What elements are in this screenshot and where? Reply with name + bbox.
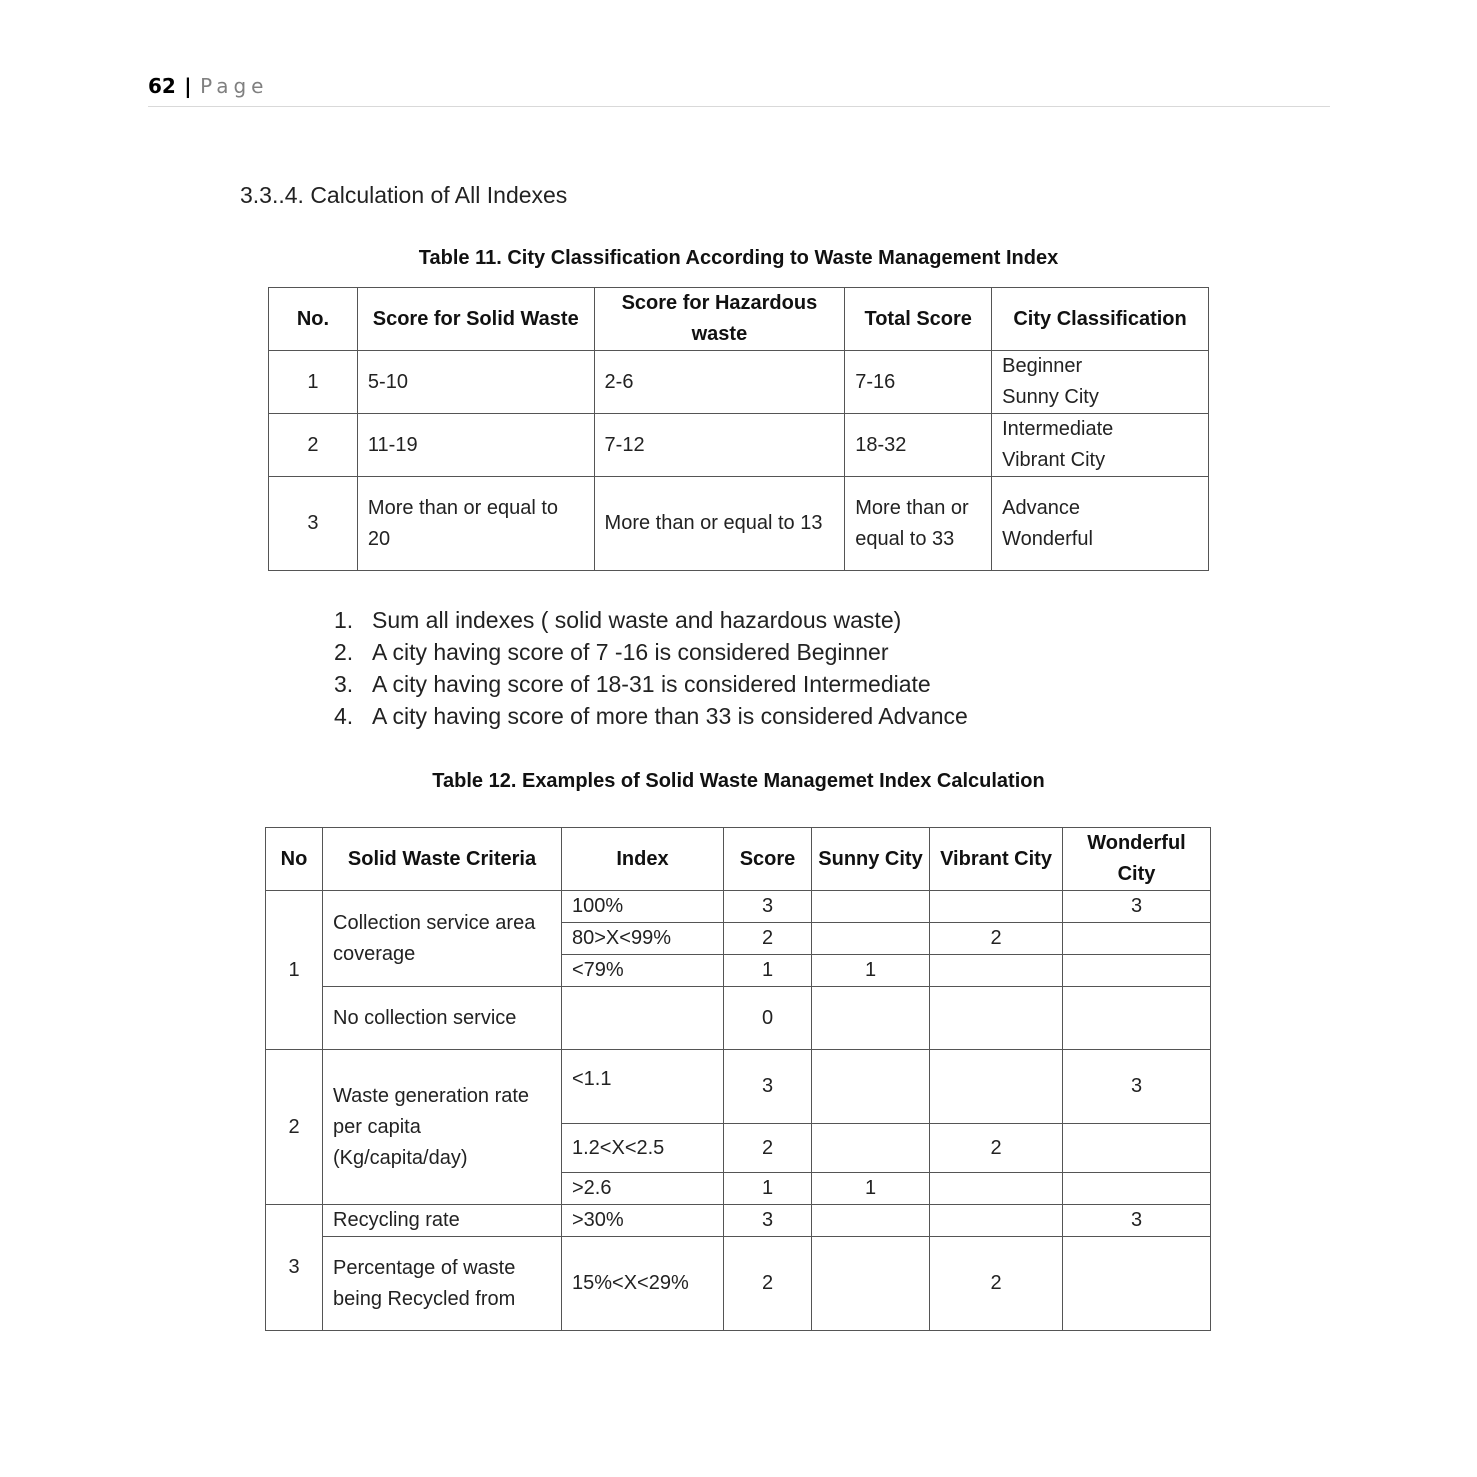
cell-sunny: [812, 923, 930, 955]
cell-wonderful: [1063, 955, 1211, 987]
cell-score: 3: [724, 1205, 812, 1237]
table12-index-examples: [265, 827, 1211, 1331]
table-row: [266, 987, 1211, 1050]
class-name: Vibrant City: [1002, 449, 1106, 471]
cell-no: 3: [269, 477, 358, 571]
cell-index: 80>X<99%: [562, 923, 724, 955]
table11-city-classification: [268, 287, 1209, 571]
cell-solid: 11-19: [357, 414, 594, 477]
cell-criteria: Percentage of waste being Recycled from: [323, 1237, 562, 1331]
table11-col-class: City Classification: [992, 288, 1209, 351]
cell-vibrant: [930, 891, 1063, 923]
cell-vibrant: 2: [930, 923, 1063, 955]
cell-class: [992, 477, 1209, 571]
cell-criteria: No collection service: [323, 987, 562, 1050]
cell-wonderful: [1063, 1237, 1211, 1331]
table11-caption-label: Table 11: [418, 247, 497, 269]
page-header: [148, 74, 1330, 107]
list-number: 4.: [334, 703, 354, 729]
page-separator: |: [184, 74, 192, 98]
cell-hazardous: 7-12: [594, 414, 845, 477]
list-item: [334, 604, 968, 636]
cell-sunny: [812, 1237, 930, 1331]
cell-score: 2: [724, 1124, 812, 1173]
cell-no: 3: [266, 1205, 323, 1331]
cell-index: <1.1: [562, 1050, 724, 1124]
cell-index: <79%: [562, 955, 724, 987]
list-text: A city having score of more than 33 is considered Advance: [372, 703, 968, 729]
table11-col-total: Total Score: [845, 288, 992, 351]
cell-no: 1: [269, 351, 358, 414]
cell-solid: 5-10: [357, 351, 594, 414]
section-heading: 3.3..4. Calculation of All Indexes: [240, 182, 568, 208]
cell-sunny: 1: [812, 955, 930, 987]
table11-col-hazardous: Score for Hazardous waste: [594, 288, 845, 351]
page-label: Page: [200, 74, 269, 98]
cell-sunny: 1: [812, 1173, 930, 1205]
list-number: 3.: [334, 671, 354, 697]
class-level: Beginner: [1002, 355, 1083, 377]
cell-vibrant: [930, 1050, 1063, 1124]
cell-vibrant: [930, 955, 1063, 987]
cell-vibrant: [930, 987, 1063, 1050]
cell-wonderful: 3: [1063, 1050, 1211, 1124]
cell-total: 18-32: [845, 414, 992, 477]
class-level: Intermediate: [1002, 418, 1114, 440]
list-item: [334, 700, 968, 732]
table-row: [266, 891, 1211, 923]
cell-solid: More than or equal to 20: [357, 477, 594, 571]
cell-index: 100%: [562, 891, 724, 923]
table-row: [266, 1237, 1211, 1331]
list-text: A city having score of 7 -16 is considered Beginner: [372, 639, 889, 665]
table11-caption-text: . City Classification According to Waste Management Index: [496, 247, 1059, 269]
cell-vibrant: [930, 1173, 1063, 1205]
cell-sunny: [812, 891, 930, 923]
cell-index: >2.6: [562, 1173, 724, 1205]
cell-total: 7-16: [845, 351, 992, 414]
table12-caption-label: Table 12: [432, 770, 511, 792]
cell-index: 15%<X<29%: [562, 1237, 724, 1331]
table12-caption: [0, 770, 1477, 793]
class-name: Wonderful: [1002, 527, 1093, 550]
cell-hazardous: 2-6: [594, 351, 845, 414]
cell-sunny: [812, 1205, 930, 1237]
cell-sunny: [812, 1050, 930, 1124]
cell-score: 0: [724, 987, 812, 1050]
cell-wonderful: 3: [1063, 891, 1211, 923]
table11-header-row: [269, 288, 1209, 351]
table-row: [266, 1205, 1211, 1237]
list-text: Sum all indexes ( solid waste and hazardous waste): [372, 607, 902, 633]
cell-vibrant: 2: [930, 1124, 1063, 1173]
cell-criteria: Recycling rate: [323, 1205, 562, 1237]
table12-col-criteria: Solid Waste Criteria: [323, 828, 562, 891]
cell-no: 2: [269, 414, 358, 477]
table-row: [269, 477, 1209, 571]
table-row: [269, 351, 1209, 414]
table12-col-no: No: [266, 828, 323, 891]
cell-wonderful: [1063, 1173, 1211, 1205]
cell-wonderful: [1063, 1124, 1211, 1173]
list-text: A city having score of 18-31 is considered Intermediate: [372, 671, 931, 697]
table12-col-score: Score: [724, 828, 812, 891]
rules-list: [334, 604, 968, 732]
cell-score: 3: [724, 891, 812, 923]
table12-caption-text: . Examples of Solid Waste Managemet Index Calculation: [510, 770, 1045, 792]
cell-hazardous: More than or equal to 13: [594, 477, 845, 571]
cell-wonderful: 3: [1063, 1205, 1211, 1237]
cell-sunny: [812, 1124, 930, 1173]
cell-class: [992, 414, 1209, 477]
cell-index: [562, 987, 724, 1050]
cell-no: 1: [266, 891, 323, 1050]
cell-sunny: [812, 987, 930, 1050]
cell-score: 3: [724, 1050, 812, 1124]
page-number: 62: [148, 74, 176, 98]
table-row: [269, 414, 1209, 477]
cell-wonderful: [1063, 987, 1211, 1050]
table12-col-index: Index: [562, 828, 724, 891]
list-item: [334, 636, 968, 668]
cell-class: [992, 351, 1209, 414]
cell-criteria: Collection service area coverage: [323, 891, 562, 987]
cell-score: 2: [724, 923, 812, 955]
table12-col-vibrant: Vibrant City: [930, 828, 1063, 891]
class-name: Sunny City: [1002, 386, 1099, 408]
cell-score: 1: [724, 1173, 812, 1205]
table12-header-row: [266, 828, 1211, 891]
list-number: 1.: [334, 607, 354, 633]
cell-score: 2: [724, 1237, 812, 1331]
list-item: [334, 668, 968, 700]
list-number: 2.: [334, 639, 354, 665]
cell-index: >30%: [562, 1205, 724, 1237]
table11-caption: [0, 247, 1477, 270]
table12-col-sunny: Sunny City: [812, 828, 930, 891]
cell-wonderful: [1063, 923, 1211, 955]
cell-vibrant: 2: [930, 1237, 1063, 1331]
class-level: Advance: [1002, 496, 1080, 519]
cell-total: More than or equal to 33: [845, 477, 992, 571]
cell-score: 1: [724, 955, 812, 987]
cell-index: 1.2<X<2.5: [562, 1124, 724, 1173]
table12-col-wonderful: Wonderful City: [1063, 828, 1211, 891]
table-row: [266, 1050, 1211, 1124]
cell-criteria: Waste generation rate per capita (Kg/capita/day): [323, 1050, 562, 1205]
cell-no: 2: [266, 1050, 323, 1205]
cell-vibrant: [930, 1205, 1063, 1237]
table11-col-solid: Score for Solid Waste: [357, 288, 594, 351]
table11-col-no: No.: [269, 288, 358, 351]
